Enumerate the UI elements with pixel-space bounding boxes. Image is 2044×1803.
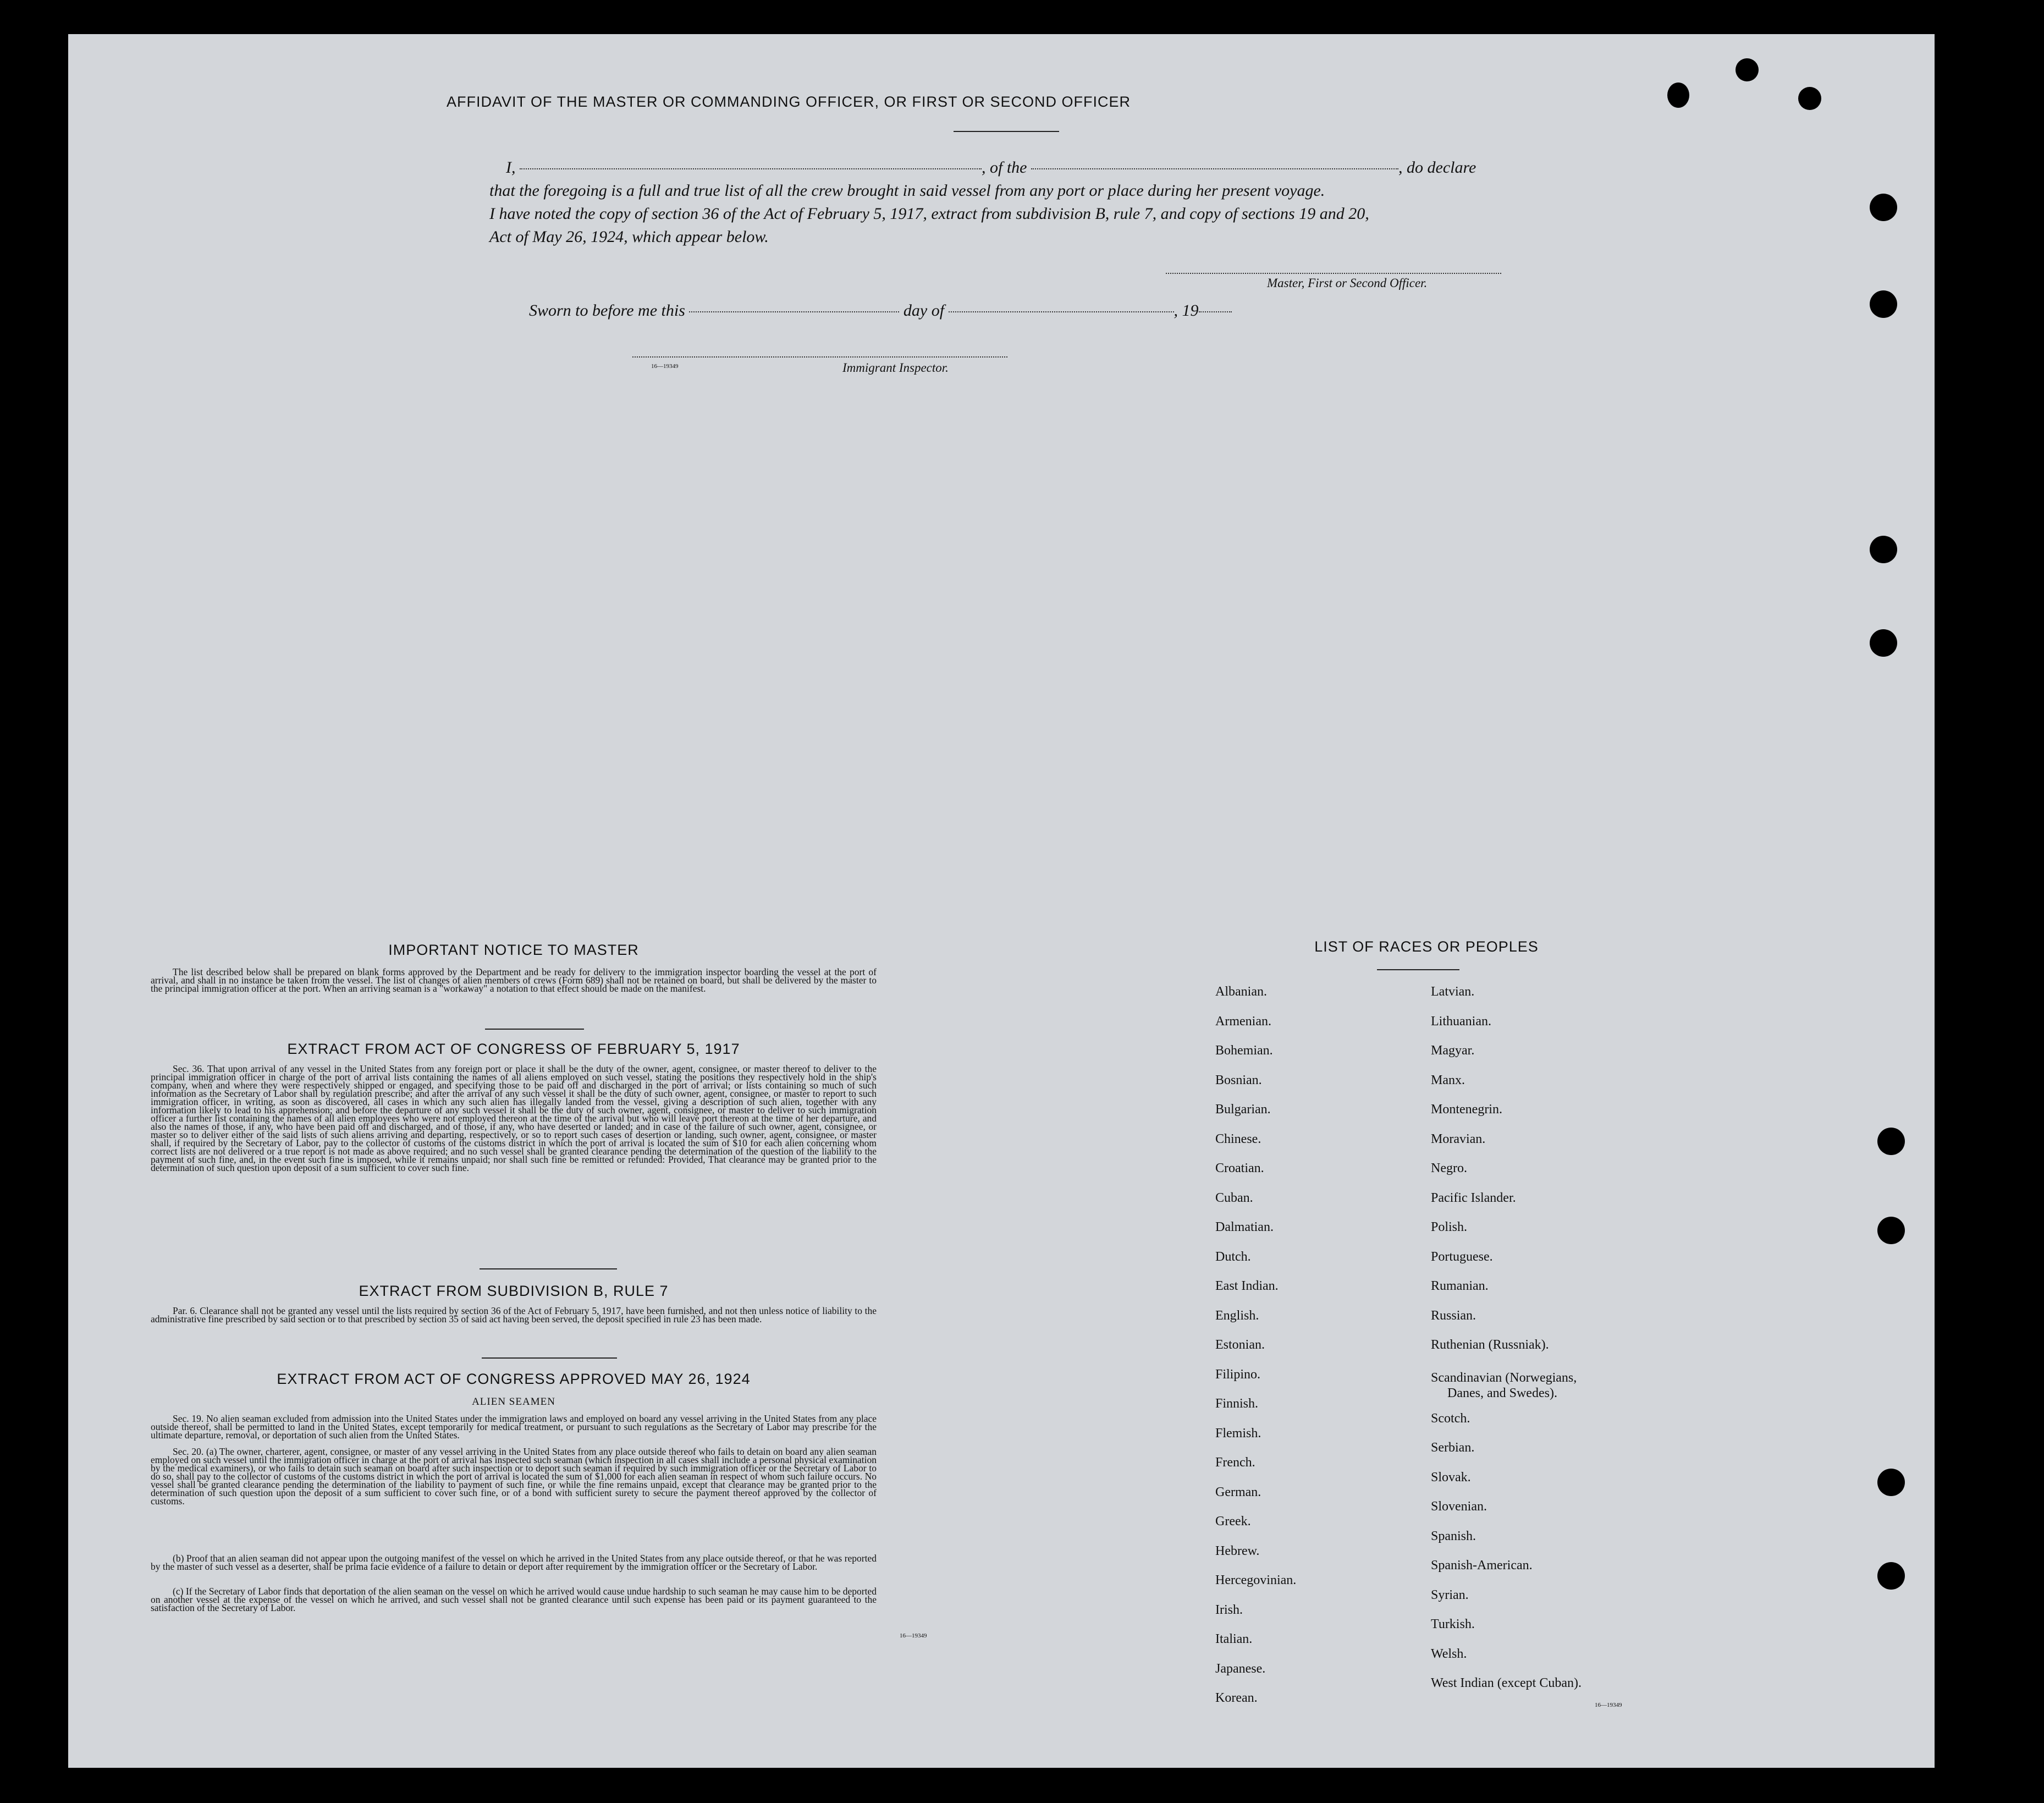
race-item: Bulgarian. — [1215, 1102, 1271, 1117]
race-item: Croatian. — [1215, 1161, 1264, 1175]
race-item: Bosnian. — [1215, 1073, 1262, 1087]
race-item: Spanish-American. — [1431, 1558, 1533, 1573]
race-item: West Indian (except Cuban). — [1431, 1676, 1582, 1690]
year-blank — [1199, 311, 1232, 312]
punch-hole — [1877, 1562, 1905, 1590]
extract-1917-title: EXTRACT FROM ACT OF CONGRESS OF FEBRUARY 5, 1917 — [287, 1041, 740, 1057]
punch-hole — [1870, 290, 1897, 318]
rule-7-title: EXTRACT FROM SUBDIVISION B, RULE 7 — [359, 1283, 669, 1299]
affidavit-body — [489, 156, 1588, 249]
race-item: Dalmatian. — [1215, 1220, 1274, 1234]
race-item: Filipino. — [1215, 1367, 1261, 1382]
race-item: Korean. — [1215, 1691, 1258, 1705]
divider — [482, 1357, 617, 1359]
inspector-signature-line — [632, 356, 1007, 358]
race-item: Magyar. — [1431, 1043, 1475, 1058]
declare-label: , do declare — [1398, 158, 1476, 177]
divider — [1377, 969, 1459, 970]
affidavit-title: AFFIDAVIT OF THE MASTER OR COMMANDING OFFICER, OR FIRST OR SECOND OFFICER — [446, 94, 1131, 110]
race-item: Cuban. — [1215, 1190, 1253, 1205]
master-signature-label: Master, First or Second Officer. — [1267, 276, 1428, 290]
race-item: English. — [1215, 1308, 1259, 1323]
race-item: Lithuanian. — [1431, 1014, 1491, 1029]
race-item: Polish. — [1431, 1220, 1468, 1234]
year-label: , 19 — [1173, 301, 1199, 320]
races-column-1 — [1215, 985, 1296, 1720]
day-of-label: day of — [903, 301, 945, 320]
divider — [954, 131, 1059, 132]
race-item: Scotch. — [1431, 1411, 1470, 1426]
race-item: Albanian. — [1215, 985, 1267, 999]
race-item: Italian. — [1215, 1632, 1253, 1646]
divider — [480, 1268, 617, 1269]
sec-20b-text: (b) Proof that an alien seaman did not appear upon the outgoing manifest of the vessel on which he arrived in the United States from any place outside thereof, or that he was reported by the master of such vessel as a deserter, shall be prima facie evidence of a failure to detain or deport after requirement by the immigration officer or the Secretary of Labor. — [151, 1553, 877, 1572]
race-item: Chinese. — [1215, 1131, 1261, 1146]
sec-19-text: Sec. 19. No alien seaman excluded from admission into the United States under the immigration laws and employed on board any vessel arriving in the United States from any place outside thereof, shall be permitted to land in the United States, except temporarily for medical treatment, or pursuant to such regulations as the Secretary of Labor may prescribe for the ultimate departure, removal, or deportation of such alien from the United States. — [151, 1413, 877, 1441]
race-item: Slovak. — [1431, 1470, 1471, 1485]
race-item: Estonian. — [1215, 1338, 1265, 1352]
notice-title: IMPORTANT NOTICE TO MASTER — [388, 942, 639, 958]
extract-1917-text: Sec. 36. That upon arrival of any vessel in the United States from any foreign port or place it shall be the duty of the owner, agent, consignee, or master thereof to deliver to the principal immigration officer in charge of the port of arrival lists containing the names of all aliens employed on such vessel, stating the positions they respectively hold in the ship's company, when and where they were respectively shipped or engaged, and specifying those to be paid off and discharged in the port of arrival; or lists containing so much of such information as the Secretary of Labor shall by regulation prescribe; and after the arrival of any such vessel it shall be the duty of such owner, agent, consignee, or master to report to such immigration officer, in writing, as soon as discovered, all cases in which any such alien has illegally landed from the vessel, giving a description of such alien, together with any information likely to lead to his apprehension; and before the departure of any such vessel it shall be the duty of such owner, agent, consignee, or master to deliver to such immigration officer a further list containing the names of all alien employees who were not employed thereon at the time of the arrival but who will leave port thereon at the time of her departure, and also the names of those, if any, who have been paid off and discharged, and of those, if any, who have deserted or landed; and in case of the failure of such owner, agent, consignee, or master so to deliver either of the said lists of such aliens arriving and departing, respectively, or so to report such cases of desertion or landing, such owner, agent, consignee, or master shall, if required by the Secretary of Labor, pay to the collector of customs of the customs district in which the port of arrival is located the sum of $10 for each alien concerning whom correct lists are not delivered or a true report is not made as above required; and no such vessel shall be granted clearance pending the determination of the question of the liability to the payment of such fine, and, in the event such fine is imposed, while it remains unpaid; nor shall such fine be remitted or refunded: Provided, That clearance may be granted prior to the determination of such question upon deposit of a sum sufficient to cover such fine. — [151, 1063, 877, 1173]
race-item: Pacific Islander. — [1431, 1190, 1516, 1205]
race-item: Turkish. — [1431, 1617, 1475, 1631]
punch-hole — [1877, 1128, 1905, 1155]
declaration-text: that the foregoing is a full and true list of all the crew brought in said vessel from any port or place during her present voyage. — [489, 182, 1325, 200]
sec-20c-text: (c) If the Secretary of Labor finds that deportation of the alien seaman on the vessel on which he arrived would cause undue hardship to such seaman he may cause him to be deported on another vessel at the expense of the vessel on which he arrived, and such vessel shall not be granted clearance until such expense has been paid or its payment guaranteed to the satisfaction of the Secretary of Labor. — [151, 1586, 877, 1613]
race-item: Latvian. — [1431, 985, 1475, 999]
punch-hole — [1736, 58, 1759, 81]
alien-seamen-subtitle: ALIEN SEAMEN — [472, 1396, 555, 1408]
race-item: Spanish. — [1431, 1529, 1476, 1543]
punch-hole — [1877, 1469, 1905, 1496]
punch-hole — [1870, 536, 1897, 563]
race-item: Bohemian. — [1215, 1043, 1273, 1058]
race-item: French. — [1215, 1455, 1255, 1470]
name-blank — [520, 168, 982, 169]
race-item: German. — [1215, 1485, 1261, 1499]
sec-20a-text: Sec. 20. (a) The owner, charterer, agent, consignee, or master of any vessel arriving in the United States from any place outside thereof who fails to detain on board any alien seaman employed on such vessel until the immigration officer in charge at the port of arrival has inspected such seaman (which inspection in all cases shall include a personal physical examination by the medical examiners), or who fails to detain such seaman on board after such inspection or to deport such seaman if required by such immigration officer or the Secretary of Labor to do so, shall pay to the collector of customs of the customs district in which the port of arrival is located the sum of $1,000 for each alien seaman in respect of whom such failure occurs. No vessel shall be granted clearance pending the determination of the liability to payment of such fine, or while the fine remains unpaid, except that clearance may be granted prior to the determination of such question upon the deposit of a sum sufficient to cover such fine, or of a bond with sufficient surety to secure the payment thereof approved by the collector of customs. — [151, 1446, 877, 1507]
race-item: Hebrew. — [1215, 1543, 1260, 1558]
race-item: Serbian. — [1431, 1441, 1475, 1455]
race-item: Armenian. — [1215, 1014, 1271, 1029]
form-number: 16—19349 — [651, 363, 679, 370]
race-item: Welsh. — [1431, 1646, 1467, 1661]
punch-hole — [1877, 1217, 1905, 1244]
form-number: 16—19349 — [1595, 1702, 1622, 1708]
punch-hole — [1667, 83, 1689, 108]
race-item: Finnish. — [1215, 1397, 1259, 1411]
races-title: LIST OF RACES OR PEOPLES — [1314, 938, 1539, 955]
race-item: Moravian. — [1431, 1131, 1486, 1146]
race-item: Slovenian. — [1431, 1499, 1487, 1514]
race-item: Portuguese. — [1431, 1249, 1493, 1264]
declaration-line — [489, 156, 1588, 179]
race-item: Flemish. — [1215, 1426, 1261, 1441]
race-item: Greek. — [1215, 1514, 1251, 1529]
inspector-label: Immigrant Inspector. — [842, 361, 949, 375]
form-number: 16—19349 — [900, 1632, 927, 1639]
race-item: Syrian. — [1431, 1587, 1469, 1602]
punch-hole — [1870, 629, 1897, 657]
sworn-label: Sworn to before me this — [529, 301, 685, 320]
extract-1924-title: EXTRACT FROM ACT OF CONGRESS APPROVED MAY 26, 1924 — [277, 1371, 751, 1387]
divider — [485, 1029, 584, 1030]
race-item: Rumanian. — [1431, 1279, 1489, 1293]
race-item: Irish. — [1215, 1602, 1243, 1617]
month-blank — [949, 311, 1174, 312]
document-page — [68, 34, 1935, 1768]
rule-7-text: Par. 6. Clearance shall not be granted any vessel until the lists required by section 36 of the Act of February 5, 1917, have been furnished, and not then unless notice of liability to the administrative fine prescribed by said section or to that prescribed by section 35 of said act having been served, the deposit specified in rule 23 has been made. — [151, 1305, 877, 1324]
vessel-blank — [1031, 168, 1398, 169]
race-item: Scandinavian (Norwegians, — [1431, 1370, 1577, 1385]
race-item: Dutch. — [1215, 1249, 1251, 1264]
race-item: East Indian. — [1215, 1279, 1279, 1293]
race-item: Montenegrin. — [1431, 1102, 1502, 1117]
race-item: Ruthenian (Russniak). — [1431, 1338, 1549, 1352]
race-item: Negro. — [1431, 1161, 1467, 1175]
race-item: Russian. — [1431, 1308, 1476, 1323]
sworn-line — [529, 301, 1232, 320]
day-blank — [689, 311, 899, 312]
race-item: Japanese. — [1215, 1661, 1266, 1676]
declarant-label: I, — [506, 158, 516, 177]
race-item: Danes, and Swedes). — [1447, 1386, 1557, 1400]
master-signature-line — [1166, 273, 1501, 274]
notice-text: The list described below shall be prepared on blank forms approved by the Department and be ready for delivery to the immigration inspector boarding the vessel at the port of arrival, and shall in no instance be taken from the vessel. The list of changes of alien members of crews (Form 689) shall not be retained on board, but shall be delivered by the master to the principal immigration officer at the port. When an arriving seaman is a "workaway" a notation to that effect should be made on the manifest. — [151, 966, 877, 994]
declaration-text: Act of May 26, 1924, which appear below. — [489, 228, 769, 246]
punch-hole — [1870, 194, 1897, 221]
race-item: Manx. — [1431, 1073, 1465, 1087]
races-column-2 — [1431, 985, 1582, 1706]
punch-hole — [1798, 87, 1821, 110]
race-item: Hercegovinian. — [1215, 1573, 1297, 1587]
vessel-label: , of the — [982, 158, 1027, 177]
declaration-text: I have noted the copy of section 36 of the Act of February 5, 1917, extract from subdivision B, rule 7, and copy of sections 19 and 20, — [489, 205, 1369, 223]
